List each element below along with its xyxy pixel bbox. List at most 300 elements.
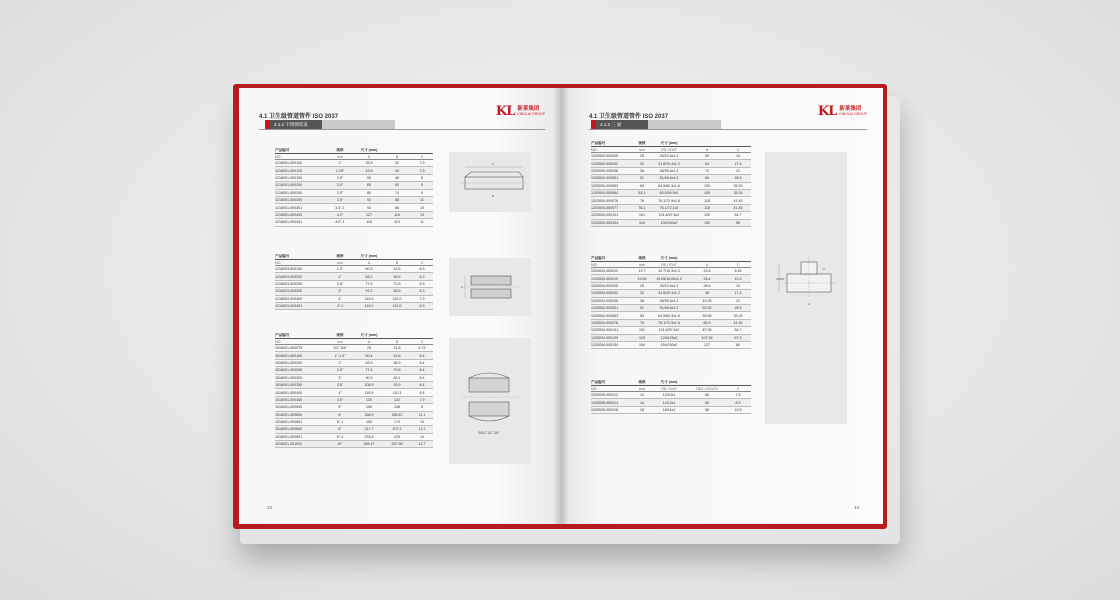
table-row [591, 220, 751, 227]
right-table-3 [591, 380, 751, 414]
table-cell: 尺寸 (mm) [660, 141, 678, 145]
table-row [591, 312, 751, 319]
table-row [591, 327, 751, 334]
table-cell: 1203000-000064 [591, 191, 619, 196]
table-cell: 146 [394, 405, 400, 410]
svg-text:OD/ID: OD/ID [776, 277, 785, 281]
table-cell: 110.3 [392, 390, 402, 395]
table-cell: 7.9 [419, 397, 425, 402]
table-row [591, 335, 751, 342]
table-cell: 118 [366, 220, 372, 225]
table-cell: 6.3 [419, 281, 425, 286]
table-cell: 225 [394, 434, 400, 439]
table-cell: 产品编号 [275, 333, 290, 337]
table-cell: 38 [640, 168, 644, 173]
logo-mark-right: KL [817, 104, 837, 119]
table-cell: 127 [366, 212, 372, 217]
left-page [239, 88, 561, 524]
table-cell: 尺寸 (mm) [360, 254, 378, 258]
table-cell: 35.25 [733, 191, 743, 196]
table-cell: 31.8/29.4x1.2 [658, 161, 680, 166]
svg-text:BOLT 1/2"-3/4": BOLT 1/2"-3/4" [478, 431, 500, 435]
table-cell: 12 [640, 393, 644, 398]
table-cell: 1203004-000025 [591, 283, 619, 288]
table-cell: 1216001-000200 [275, 183, 303, 188]
table-cell: 90.9 [365, 375, 373, 380]
table-cell: 80 [367, 190, 371, 195]
table-cell: 规格 [336, 333, 344, 337]
table-row [275, 281, 433, 288]
left-subsection-title: 4.1.2 不锈钢管道 [274, 121, 308, 127]
table-cell: 1203004-000012 [591, 269, 619, 274]
table-row [275, 288, 433, 295]
table-row [275, 382, 433, 389]
table-cell: 25.4 [703, 276, 711, 281]
table-cell: 38 [705, 291, 709, 296]
table-cell: 1203004-000038 [591, 298, 619, 303]
table-cell: 21 [736, 168, 740, 173]
right-page-number: 14 [853, 505, 859, 510]
table-row [275, 160, 433, 167]
table-cell: 65 [367, 183, 371, 188]
table-cell: 8.5 [735, 400, 741, 405]
table-cell: 1203004-000154 [591, 343, 619, 348]
table-cell: 64 [705, 161, 709, 166]
table-cell: C [420, 154, 424, 159]
ferrule-drawing [449, 258, 531, 316]
table-cell: 64.0 [365, 274, 373, 279]
table-row [591, 392, 751, 399]
table-row [591, 205, 751, 212]
table-cell: NO. [591, 386, 598, 391]
table-cell: 1203000-000063 [591, 183, 619, 188]
table-cell: 63-1 [638, 191, 646, 196]
table-cell: 93 [367, 198, 371, 203]
logo-name-cn-right: 新莱集团 [839, 106, 862, 112]
table-cell: mm [639, 147, 645, 152]
table-cell: 7.5 [419, 161, 425, 166]
table-cell: 67.5 [734, 335, 742, 340]
table-cell: 12.7 [638, 269, 646, 274]
table-cell: 127 [704, 343, 710, 348]
table-cell: 1516001-000601 [275, 420, 303, 425]
table-cell: 38/35.6x1.2 [659, 168, 679, 173]
table-cell: 63.5/60.3x1.6 [658, 313, 680, 318]
table-cell: 80 [736, 343, 740, 348]
table-cell: 8"-1 [336, 434, 344, 439]
table-cell: 257.96 [391, 442, 403, 447]
table-cell: 110.0 [392, 296, 402, 301]
table-cell: 14 [420, 420, 424, 425]
table-cell: 105.9 [364, 383, 374, 388]
table-row [275, 389, 433, 396]
table-cell: 10.3 [734, 276, 742, 281]
table-cell: 规格 [638, 380, 646, 384]
table-cell: 6"-1 [336, 420, 344, 425]
table-cell: 12.7 [418, 442, 426, 447]
table-cell: 1216003-000401 [275, 304, 303, 309]
table-cell: 14/12x1 [662, 400, 676, 405]
table-row [275, 197, 433, 204]
table-cell: 104 [639, 220, 645, 225]
table-cell: 76-1 [638, 205, 646, 210]
table-cell: 155 [366, 405, 372, 410]
table-cell: 88 [395, 198, 399, 203]
logo-name-en: KINGLAI GROUP [517, 111, 545, 116]
left-drawing-2 [449, 258, 531, 316]
table-cell: 154 [639, 343, 645, 348]
table-cell: 54.7 [734, 328, 742, 333]
table-cell: 11 [420, 220, 424, 225]
table-cell: 43.6 [393, 353, 401, 358]
table-row [275, 190, 433, 197]
table-cell: 80 [705, 176, 709, 181]
table-cell: 118 [704, 198, 710, 203]
table-cell: 63 [640, 183, 644, 188]
table-row [591, 305, 751, 312]
table-cell: 尺寸 (mm) [660, 380, 678, 384]
table-cell: 1216003-000200 [275, 274, 303, 279]
table-cell: 32 [395, 161, 399, 166]
table-row [591, 268, 751, 275]
table-row [275, 167, 433, 174]
table-cell: 7.5 [419, 168, 425, 173]
table-cell: A [705, 262, 709, 267]
table-cell: 11.1 [418, 412, 426, 417]
table-cell: 14 [736, 154, 740, 159]
table-row [275, 175, 433, 182]
table-cell: 6.4 [419, 383, 425, 388]
table-cell: 101 [639, 328, 645, 333]
table-cell: 76 [640, 198, 644, 203]
table-cell: 38/35.6x1.2 [659, 298, 679, 303]
table-cell: 1.25" [335, 168, 345, 173]
table-cell: 规格 [638, 141, 646, 145]
table-cell: 1516001-000801 [275, 434, 303, 439]
table-cell: 12.7/10.3x1.2 [658, 269, 680, 274]
table-cell: 76.1/72.9x1.6 [658, 320, 680, 325]
table-row [591, 175, 751, 182]
table-cell: 233.5 [364, 434, 374, 439]
table-cell: 1203005-000012 [591, 393, 619, 398]
table-cell: C [736, 386, 740, 391]
table-cell: 166.9 [364, 412, 374, 417]
table-cell: 尺寸 (mm) [360, 333, 378, 337]
table-cell: 4.0"-1 [335, 220, 345, 225]
table-cell: 17.4 [734, 161, 742, 166]
table-cell: mm [337, 154, 343, 159]
svg-text:C: C [823, 267, 826, 271]
table-cell: 91.0 [365, 289, 373, 294]
table-cell: 38 [640, 298, 644, 303]
table-row [275, 397, 433, 404]
table-cell: 6.45 [734, 269, 742, 274]
table-cell: 1516001-000100 [275, 353, 303, 358]
table-cell: 183 [366, 420, 372, 425]
table-cell: 1516001-000300 [275, 375, 303, 380]
table-row [275, 360, 433, 367]
table-cell: 116 [394, 212, 400, 217]
table-cell: 174 [394, 420, 400, 425]
table-cell: A [367, 339, 371, 344]
table-row [275, 345, 433, 352]
table-cell: 3.5" [336, 383, 344, 388]
table-row [275, 419, 433, 426]
table-cell: 93.9 [393, 383, 401, 388]
table-cell: 51/48.6x1.2 [659, 306, 679, 311]
table-cell: C [736, 262, 740, 267]
table-cell: 1216001-000100 [275, 161, 303, 166]
left-page-number: 13 [267, 505, 273, 510]
table-cell: 51/48.6x1.2 [659, 176, 679, 181]
table-cell: 9 [421, 190, 423, 195]
table-cell: 1516001-000800 [275, 427, 303, 432]
table-cell: 32 [640, 161, 644, 166]
table-cell: 107.95 [701, 335, 713, 340]
table-row [591, 399, 751, 406]
table-cell: 1216001-000125 [275, 168, 303, 173]
table-cell: 70.6 [393, 368, 401, 373]
table-cell: 25 [640, 154, 644, 159]
table-cell: 1216001-000401 [275, 220, 303, 225]
table-cell: mm [337, 260, 343, 265]
table-cell: 101.6/97.6x2 [658, 328, 680, 333]
table-cell: 28.6 [703, 283, 711, 288]
right-section-title: 4.1 卫生级管道管件 ISO 2037 [589, 114, 669, 120]
table-row [591, 407, 751, 414]
table-cell: 13 [420, 212, 424, 217]
table-row [275, 273, 433, 280]
table-cell: 4" [338, 390, 342, 395]
table-cell: 1216001-000400 [275, 212, 303, 217]
table-cell: mm [639, 262, 645, 267]
table-cell: 56 [705, 393, 709, 398]
table-cell: 51 [640, 176, 644, 181]
table-cell: 1.5" [336, 267, 344, 272]
table-cell: 76.1/72.9x1.6 [658, 198, 680, 203]
table-cell: 2.5" [336, 368, 344, 373]
table-cell: 2" [338, 274, 342, 279]
table-cell: 11 [420, 198, 424, 203]
table-row [275, 303, 433, 310]
table-row [591, 283, 751, 290]
table-cell: 110.0 [392, 304, 402, 309]
table-cell: 40 [395, 168, 399, 173]
table-cell: 4.75 [418, 346, 426, 351]
table-cell: 32 [640, 291, 644, 296]
table-cell: 129/125x2 [660, 335, 678, 340]
table-cell: 10 [420, 205, 424, 210]
table-cell: 74 [395, 190, 399, 195]
table-cell: 1203005-000018 [591, 407, 619, 412]
table-row [275, 375, 433, 382]
table-cell: B [395, 260, 399, 265]
table-cell: 41.45 [733, 198, 743, 203]
table-cell: 105 [704, 191, 710, 196]
table-cell: 86 [395, 205, 399, 210]
table-cell: 1516001-000075 [275, 346, 303, 351]
svg-text:C: C [460, 285, 464, 289]
table-cell: 25 [640, 283, 644, 288]
table-cell: 59.55 [702, 313, 712, 318]
table-cell: 56 [736, 220, 740, 225]
table-cell: 2.5" [336, 190, 344, 195]
table-cell: OD2 / ID2xT2 [696, 386, 718, 391]
table-cell: 56.3 [393, 360, 401, 365]
table-cell: 122 [394, 397, 400, 402]
table-cell: 119.0 [364, 304, 374, 309]
logo-name-cn: 新莱集团 [517, 106, 540, 112]
table-cell: 77.4 [365, 368, 373, 373]
table-cell: mm [639, 386, 645, 391]
table-cell: 1203000-000051 [591, 176, 619, 181]
table-cell: 19.05 [637, 276, 647, 281]
table-cell: 6.4 [419, 368, 425, 373]
table-cell: 7.9 [419, 296, 425, 301]
table-cell: 1203000-000038 [591, 168, 619, 173]
table-cell: 1516001-001000 [275, 442, 303, 447]
brand-logo-right [818, 104, 867, 119]
table-cell: 6.4 [419, 353, 425, 358]
table-cell: 156.87 [391, 412, 403, 417]
table-cell: 6" [338, 412, 342, 417]
table-cell: 76 [640, 320, 644, 325]
table-cell: 17.4 [734, 291, 742, 296]
table-cell: OD / IDxT [661, 262, 677, 267]
right-drawing-tee [765, 152, 847, 424]
table-cell: 104/100x2 [660, 220, 678, 225]
table-cell: B [395, 154, 399, 159]
clamp-drawing [449, 338, 531, 464]
table-cell: 83.1 [393, 375, 401, 380]
left-drawing-1 [449, 152, 531, 212]
table-cell: 18 [640, 407, 644, 412]
svg-text:A: A [491, 162, 495, 166]
table-cell: 1203004-000076 [591, 320, 619, 325]
table-cell: 1203000-000104 [591, 220, 619, 225]
table-cell: 8 [421, 175, 423, 180]
table-cell: 55 [367, 175, 371, 180]
table-row [591, 212, 751, 219]
table-cell: 55 [705, 154, 709, 159]
table-cell: 18/16x1 [662, 407, 676, 412]
table-cell: 118 [704, 205, 710, 210]
table-cell: 56.5 [393, 274, 401, 279]
left-section-title: 4.1 卫生级管道管件 ISO 2037 [259, 114, 339, 120]
table-cell: 产品编号 [275, 148, 290, 152]
table-cell: 35.25 [733, 183, 743, 188]
right-table-2 [591, 256, 751, 349]
table-cell: NO. [591, 147, 598, 152]
table-cell: 26.5 [734, 176, 742, 181]
table-cell: OD / IDxT [661, 386, 677, 391]
table-cell: 4.0" [336, 212, 344, 217]
table-cell: NO. [275, 154, 282, 159]
table-row [275, 204, 433, 211]
table-cell: 2.5" [336, 281, 344, 286]
table-cell: 83.5 [393, 289, 401, 294]
table-cell: 规格 [638, 256, 646, 260]
left-table-1 [275, 148, 433, 227]
left-table-3 [275, 333, 433, 448]
table-cell: 1203000-000077 [591, 205, 619, 210]
table-cell: 268.47 [363, 442, 375, 447]
table-cell: 3" [338, 375, 342, 380]
table-cell: 50.5 [365, 267, 373, 272]
table-row [591, 298, 751, 305]
table-cell: 12.7 [418, 427, 426, 432]
table-cell: 3" [338, 289, 342, 294]
table-cell: 19.05/16.65x1.2 [656, 276, 682, 281]
table-cell: 51 [640, 306, 644, 311]
table-cell: 1516001-000200 [275, 360, 303, 365]
table-cell: NO. [275, 339, 282, 344]
right-subsection-title: 4.1.3 三 通 [600, 121, 622, 127]
table-cell: 3.0"-1 [335, 205, 345, 210]
table-cell: 3.0" [336, 198, 344, 203]
flange-drawing-1 [449, 152, 531, 212]
table-cell: 50.4 [365, 353, 373, 358]
table-row [275, 441, 433, 448]
table-cell: 6.3 [419, 274, 425, 279]
table-cell: 150 [704, 220, 710, 225]
table-cell: 65.9 [703, 320, 711, 325]
table-cell: 26.5 [734, 306, 742, 311]
table-row [591, 160, 751, 167]
table-cell: 6.4 [419, 390, 425, 395]
table-cell: 119.0 [364, 296, 374, 301]
table-cell: 21 [736, 298, 740, 303]
table-cell: 63.9 [365, 360, 373, 365]
table-cell: 7.5 [735, 393, 741, 398]
table-cell: 1203000-000076 [591, 198, 619, 203]
table-cell: 12/10x1 [662, 393, 676, 398]
table-cell: 产品编号 [275, 254, 290, 258]
table-cell: 8 [421, 405, 423, 410]
table-cell: 43.5 [393, 267, 401, 272]
right-table-1 [591, 141, 751, 227]
table-cell: 规格 [336, 148, 344, 152]
right-page [561, 88, 883, 524]
table-cell: 4"-1 [336, 304, 344, 309]
table-row [591, 342, 751, 349]
table-cell: 63 [640, 313, 644, 318]
table-cell: 1516001-000600 [275, 412, 303, 417]
table-cell: 129 [639, 335, 645, 340]
table-cell: 60 [395, 183, 399, 188]
table-cell: 87.35 [702, 328, 712, 333]
table-cell: 1203000-000032 [591, 161, 619, 166]
table-cell: 产品编号 [591, 141, 606, 145]
table-cell: 41.45 [733, 205, 743, 210]
table-cell: NO. [275, 260, 282, 265]
table-cell: 63.5/60.3x1.6 [658, 183, 680, 188]
table-cell: OD / IDxT [661, 147, 677, 152]
table-cell: NO. [591, 262, 598, 267]
table-cell: 52.35 [702, 306, 712, 311]
table-cell: 1.5" [336, 175, 344, 180]
table-row [275, 426, 433, 433]
table-row [275, 296, 433, 303]
table-cell: 70.5 [393, 281, 401, 286]
table-cell: 1203004-000032 [591, 291, 619, 296]
table-cell: 41.45 [733, 320, 743, 325]
table-cell: 76.1/72.1x2 [659, 205, 679, 210]
table-cell: 207.2 [392, 427, 402, 432]
table-cell: 25 [367, 346, 371, 351]
table-cell: 101 [639, 213, 645, 218]
table-row [275, 404, 433, 411]
